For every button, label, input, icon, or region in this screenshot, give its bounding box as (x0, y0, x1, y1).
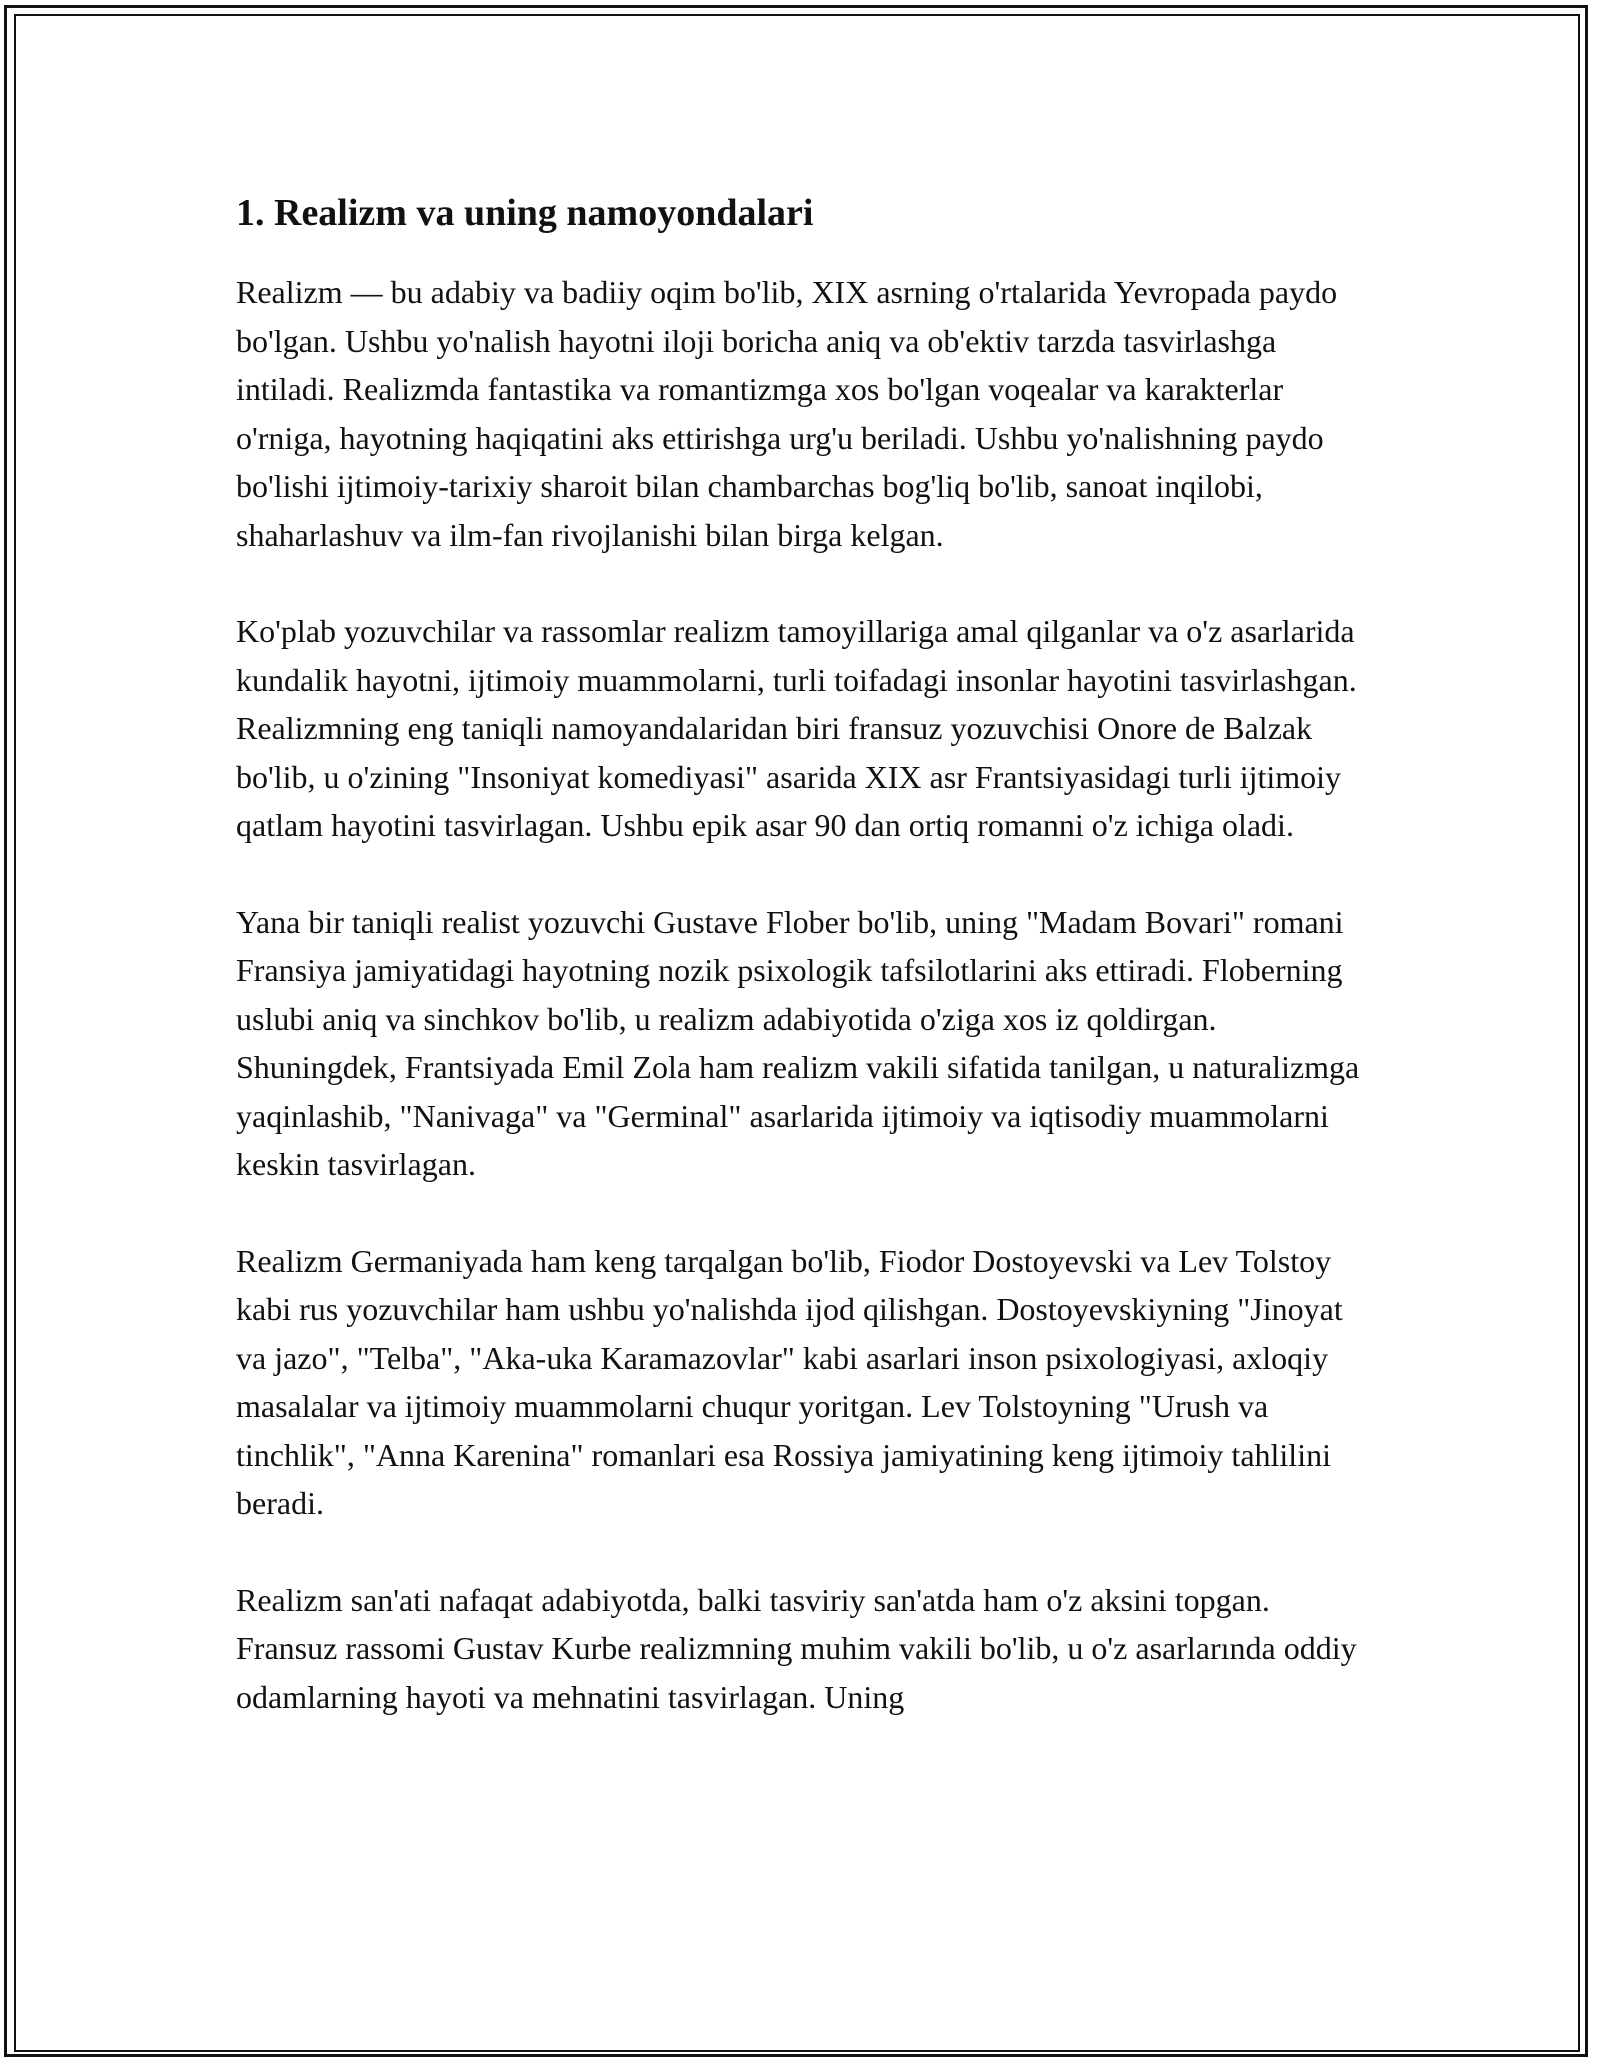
paragraph-realism-definition: Realizm — bu adabiy va badiiy oqim bo'lib, XIX asrning o'rtalarida Yevropada paydo bo'lgan. Ushbu yo'nalish hayotni iloji boricha aniq va ob'ektiv tarzda tasvirlashga intiladi. Realizmda fantastika va romantizmga xos bo'lgan voqealar va karakterlar o'rniga, hayotning haqiqatini aks ettirishga urg'u beriladi. Ushbu yo'nalishning paydo bo'lishi ijtimoiy-tarixiy sharoit bilan chambarchas bog'liq bo'lib, sanoat inqilobi, shaharlashuv va ilm-fan rivojlanishi bilan birga kelgan. (236, 274, 1338, 553)
paragraph-balzac: Ko'plab yozuvchilar va rassomlar realizm tamoyillariga amal qilganlar va o'z asarlarida kundalik hayotni, ijtimoiy muammolarni, turli toifadagi insonlar hayotini tasvirlashgan. Realizmning eng taniqli namoyandalaridan biri fransuz yozuvchisi Onore de Balzak bo'lib, u o'zining "Insoniyat komediyasi" asarida XIX asr Frantsiyasidagi turli ijtimoiy qatlam hayotini tasvirlagan. Ushbu epik asar 90 dan ortiq romanni o'z ichiga oladi. (236, 613, 1357, 843)
paragraph-flaubert-zola: Yana bir taniqli realist yozuvchi Gustave Flober bo'lib, uning "Madam Bovari" romani Fransiya jamiyatidagi hayotning nozik psixologik tafsilotlarini aks ettiradi. Floberning uslubi aniq va sinchkov bo'lib, u realizm adabiyotida o'ziga xos iz qoldirgan. Shuningdek, Frantsiyada Emil Zola ham realizm vakili sifatida tanilgan, u naturalizmga yaqinlashib, "Nanivaga" va "Germinal" asarlarida ijtimoiy va iqtisodiy muammolarni keskin tasvirlagan. (236, 903, 1360, 1182)
paragraph-visual-art: Realizm san'ati nafaqat adabiyotda, balki tasviriy san'atda ham o'z aksini topgan. Fransuz rassomi Gustav Kurbe realizmning muhim vakili bo'lib, u o'z asarlarında oddiy odamlarning hayoti va mehnatini tasvirlagan. Uning (236, 1581, 1357, 1715)
paragraph-russian-writers: Realizm Germaniyada ham keng tarqalgan bo'lib, Fiodor Dostoyevski va Lev Tolstoy kabi rus yozuvchilar ham ushbu yo'nalishda ijod qilishgan. Dostoyevskiyning "Jinoyat va jazo", "Telba", "Aka-uka Karamazovlar" kabi asarlari inson psixologiyasi, axloqiy masalalar va ijtimoiy muammolarni chuqur yoritgan. Lev Tolstoyning "Urush va tinchlik", "Anna Karenina" romanlari esa Rossiya jamiyatining keng ijtimoiy tahlilini beradi. (236, 1242, 1343, 1521)
section-heading: 1. Realizm va uning namoyondalari (236, 192, 814, 234)
document-body (236, 188, 1366, 1721)
